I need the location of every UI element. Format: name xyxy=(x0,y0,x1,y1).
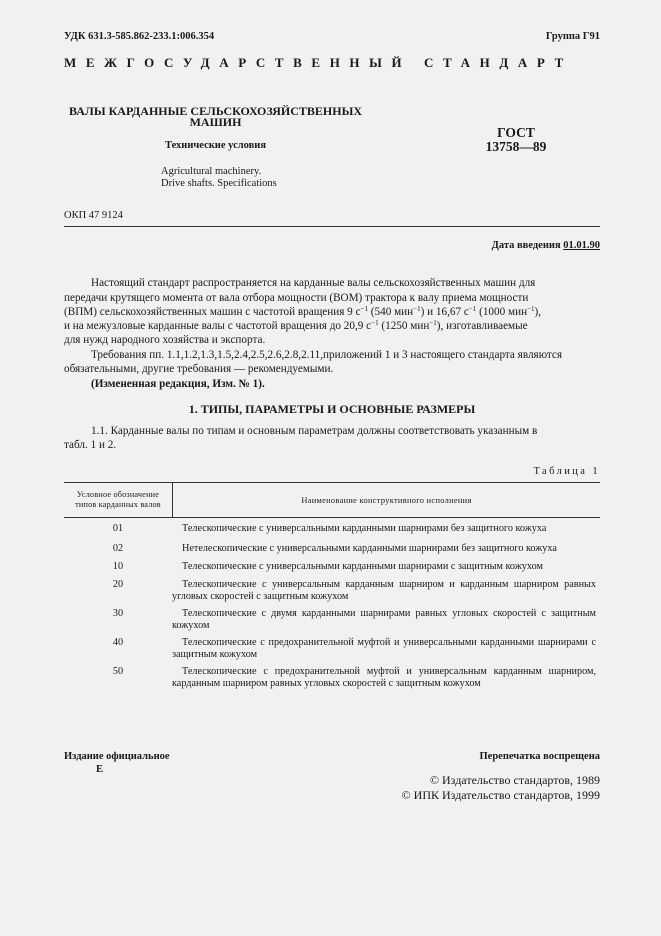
paragraph-requirements-line-1: Требования пп. 1.1,1.2,1.3,1.5,2.4,2.5,2.6,2.8,2.11,приложений 1 и 3 настоящего стандарта являются xyxy=(91,349,563,361)
type-description: Телескопические с предохранительной муфтой и универсальным карданным шарниром, карданным шарниром равных угловых скоростей с защитным кожухом xyxy=(172,666,596,689)
column-header-code: Условное обозначение типов карданных валов xyxy=(64,483,173,517)
type-code: 02 xyxy=(112,543,124,554)
table-row xyxy=(64,579,600,602)
english-title-line-2: Drive shafts. Specifications xyxy=(161,178,277,189)
gost-number: 13758—89 xyxy=(485,139,547,154)
table-caption: Таблица 1 xyxy=(533,466,600,477)
udk-code: УДК 631.3-585.862-233.1:006.354 xyxy=(64,31,215,42)
type-description: Телескопические с двумя карданными шарнирами равных угловых скоростей с защитным кожухом xyxy=(172,608,596,631)
type-code: 30 xyxy=(112,608,124,619)
group-code: Группа Г91 xyxy=(545,31,600,42)
okp-code: ОКП 47 9124 xyxy=(64,210,123,221)
amendment-note: (Измененная редакция, Изм. № 1). xyxy=(91,378,265,390)
table-row xyxy=(64,637,600,660)
table-row xyxy=(64,608,600,631)
table-row xyxy=(64,561,600,573)
table-row xyxy=(64,523,600,535)
section-heading: 1. ТИПЫ, ПАРАМЕТРЫ И ОСНОВНЫЕ РАЗМЕРЫ xyxy=(188,402,476,416)
copyright-1989: © Издательство стандартов, 1989 xyxy=(429,773,600,787)
edition-letter: Е xyxy=(96,764,104,775)
intro-date-label: Дата введения xyxy=(491,240,561,251)
paragraph-types-line-1: 1.1. Карданные валы по типам и основным параметрам должны соответствовать указанным в xyxy=(91,425,538,437)
table-row xyxy=(64,666,600,689)
type-description: Телескопические с универсальными карданными шарнирами без защитного кожуха xyxy=(182,523,547,534)
types-table xyxy=(64,482,600,689)
column-header-description: Наименование конструктивного исполнения xyxy=(301,495,472,505)
type-code: 20 xyxy=(112,579,124,590)
intro-date xyxy=(492,240,600,251)
gost-designation xyxy=(462,126,570,154)
english-title xyxy=(161,166,277,190)
type-code: 40 xyxy=(112,637,124,648)
intro-date-value: 01.01.90 xyxy=(563,240,600,251)
english-title-line-1: Agricultural machinery. xyxy=(161,166,262,177)
official-edition-label: Издание официальное xyxy=(64,751,170,762)
table-header xyxy=(64,482,600,518)
type-description: Нетелескопические с универсальными карданными шарнирами без защитного кожуха xyxy=(182,543,557,554)
document-subtitle: Технические условия xyxy=(164,140,267,151)
paragraph-scope-line-5: для нужд народного хозяйства и экспорта. xyxy=(64,334,266,346)
title-line-1: ВАЛЫ КАРДАННЫЕ СЕЛЬСКОХОЗЯЙСТВЕННЫХ xyxy=(68,104,363,118)
table-row xyxy=(64,543,600,555)
interstate-standard-banner: МЕЖГОСУДАРСТВЕННЫЙ СТАНДАРТ xyxy=(64,55,573,70)
paragraph-scope-line-1: Настоящий стандарт распространяется на карданные валы сельскохозяйственных машин для xyxy=(91,277,536,289)
paragraph-scope-line-3: (ВПМ) сельскохозяйственных машин с частотой вращения 9 $с^{-1}$ (540 мин$^{-1}$) и 16,67 $с^{-1}$ (1000 мин$^{-1}$), xyxy=(64,305,542,318)
type-code: 50 xyxy=(112,666,124,677)
copyright-1999: © ИПК Издательство стандартов, 1999 xyxy=(401,788,600,802)
type-code: 01 xyxy=(112,523,124,534)
type-description: Телескопические с универсальными карданными шарнирами с защитным кожухом xyxy=(182,561,543,572)
reprint-prohibited-label: Перепечатка воспрещена xyxy=(479,751,600,762)
document-title xyxy=(64,106,367,128)
gost-label: ГОСТ xyxy=(497,125,535,140)
type-description: Телескопические с универсальным карданным шарниром и карданным шарниром равных угловых скоростей с защитным кожухом xyxy=(172,579,596,602)
type-code: 10 xyxy=(112,561,124,572)
paragraph-scope-line-2: передачи крутящего момента от вала отбора мощности (ВОМ) трактора к валу приема мощности xyxy=(64,292,529,304)
paragraph-types-line-2: табл. 1 и 2. xyxy=(64,439,117,451)
paragraph-scope-line-4: и на межузловые карданные валы с частотой вращения до 20,9 $с^{-1}$ (1250 мин$^{-1}$), изготавливаемые xyxy=(64,319,528,332)
divider-line xyxy=(64,226,600,227)
paragraph-requirements-line-2: обязательными, другие требования — рекомендуемыми. xyxy=(64,363,334,375)
title-line-2: МАШИН xyxy=(189,115,242,129)
type-description: Телескопические с предохранительной муфтой и универсальными карданными шарнирами с защитным кожухом xyxy=(172,637,596,660)
